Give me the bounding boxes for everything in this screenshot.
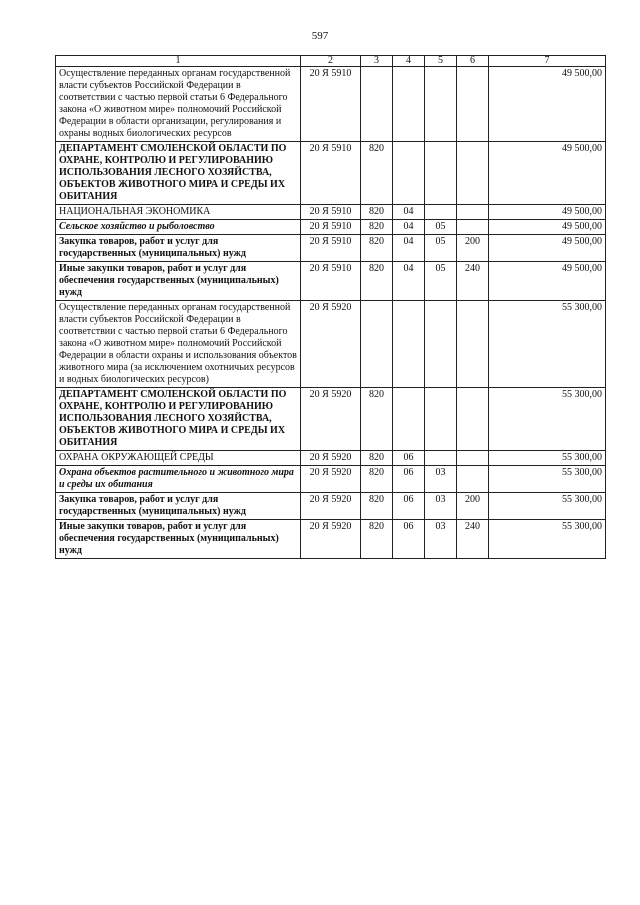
department-code-cell: 820 xyxy=(361,466,393,493)
target-article-cell: 20 Я 5920 xyxy=(301,301,361,388)
subsection-code-cell xyxy=(425,67,457,142)
page-number: 597 xyxy=(311,30,329,42)
amount-cell: 55 300,00 xyxy=(489,520,606,559)
row-name-cell: ДЕПАРТАМЕНТ СМОЛЕНСКОЙ ОБЛАСТИ ПО ОХРАНЕ, КОНТРОЛЮ И РЕГУЛИРОВАНИЮ ИСПОЛЬЗОВАНИЯ ЛЕСНОГО ХОЗЯЙСТВА, ОБЪЕКТОВ ЖИВОТНОГО МИРА И СРЕДЫ ИХ ОБИТАНИЯ xyxy=(56,142,301,205)
column-header: 6 xyxy=(457,56,489,67)
target-article-cell: 20 Я 5910 xyxy=(301,67,361,142)
department-code-cell: 820 xyxy=(361,220,393,235)
column-header: 7 xyxy=(489,56,606,67)
section-code-cell: 04 xyxy=(393,205,425,220)
target-article-cell: 20 Я 5920 xyxy=(301,466,361,493)
expense-type-cell xyxy=(457,388,489,451)
amount-cell: 55 300,00 xyxy=(489,493,606,520)
table-row xyxy=(56,235,606,262)
table-row xyxy=(56,493,606,520)
section-code-cell: 04 xyxy=(393,235,425,262)
section-code-cell: 06 xyxy=(393,451,425,466)
section-code-cell: 06 xyxy=(393,493,425,520)
department-code-cell xyxy=(361,301,393,388)
target-article-cell: 20 Я 5910 xyxy=(301,142,361,205)
expense-type-cell: 240 xyxy=(457,262,489,301)
subsection-code-cell xyxy=(425,205,457,220)
row-name-cell: Иные закупки товаров, работ и услуг для обеспечения государственных (муниципальных) нужд xyxy=(56,520,301,559)
column-header: 2 xyxy=(301,56,361,67)
target-article-cell: 20 Я 5920 xyxy=(301,451,361,466)
expense-type-cell xyxy=(457,220,489,235)
target-article-cell: 20 Я 5910 xyxy=(301,220,361,235)
department-code-cell: 820 xyxy=(361,262,393,301)
row-name-cell: Закупка товаров, работ и услуг для государственных (муниципальных) нужд xyxy=(56,235,301,262)
target-article-cell: 20 Я 5920 xyxy=(301,388,361,451)
department-code-cell: 820 xyxy=(361,388,393,451)
expense-type-cell xyxy=(457,451,489,466)
table-row xyxy=(56,466,606,493)
row-name-cell: Осуществление переданных органам государственной власти субъектов Российской Федерации в соответствии с частью первой статьи 6 Федерального закона «О животном мире» полномочий Российской Федерации в области организации, регулирования и охраны водных биологических ресурсов xyxy=(56,67,301,142)
expense-type-cell xyxy=(457,142,489,205)
section-code-cell xyxy=(393,67,425,142)
subsection-code-cell: 03 xyxy=(425,493,457,520)
amount-cell: 49 500,00 xyxy=(489,262,606,301)
expense-type-cell: 200 xyxy=(457,235,489,262)
amount-cell: 49 500,00 xyxy=(489,235,606,262)
row-name-cell: Сельское хозяйство и рыболовство xyxy=(56,220,301,235)
target-article-cell: 20 Я 5910 xyxy=(301,205,361,220)
target-article-cell: 20 Я 5910 xyxy=(301,235,361,262)
column-header: 3 xyxy=(361,56,393,67)
table-header-row xyxy=(56,56,606,67)
department-code-cell: 820 xyxy=(361,205,393,220)
subsection-code-cell: 03 xyxy=(425,520,457,559)
subsection-code-cell xyxy=(425,142,457,205)
subsection-code-cell: 05 xyxy=(425,220,457,235)
expense-type-cell xyxy=(457,301,489,388)
table-row xyxy=(56,220,606,235)
subsection-code-cell: 05 xyxy=(425,235,457,262)
budget-table xyxy=(55,55,606,559)
expense-type-cell xyxy=(457,466,489,493)
section-code-cell: 06 xyxy=(393,520,425,559)
table-body xyxy=(56,67,606,559)
department-code-cell: 820 xyxy=(361,451,393,466)
table-row xyxy=(56,205,606,220)
amount-cell: 55 300,00 xyxy=(489,451,606,466)
subsection-code-cell xyxy=(425,388,457,451)
column-header: 1 xyxy=(56,56,301,67)
department-code-cell: 820 xyxy=(361,520,393,559)
target-article-cell: 20 Я 5920 xyxy=(301,493,361,520)
expense-type-cell xyxy=(457,67,489,142)
amount-cell: 49 500,00 xyxy=(489,205,606,220)
subsection-code-cell xyxy=(425,301,457,388)
amount-cell: 49 500,00 xyxy=(489,142,606,205)
table-row xyxy=(56,301,606,388)
amount-cell: 55 300,00 xyxy=(489,301,606,388)
row-name-cell: Закупка товаров, работ и услуг для государственных (муниципальных) нужд xyxy=(56,493,301,520)
amount-cell: 49 500,00 xyxy=(489,220,606,235)
table-row xyxy=(56,262,606,301)
row-name-cell: Иные закупки товаров, работ и услуг для обеспечения государственных (муниципальных) нужд xyxy=(56,262,301,301)
subsection-code-cell: 03 xyxy=(425,466,457,493)
amount-cell: 55 300,00 xyxy=(489,466,606,493)
department-code-cell: 820 xyxy=(361,493,393,520)
subsection-code-cell: 05 xyxy=(425,262,457,301)
row-name-cell: Осуществление переданных органам государственной власти субъектов Российской Федерации в соответствии с частью первой статьи 6 Федерального закона «О животном мире» полномочий Российской Федерации в области охраны и использования объектов животного мира (за исключением охотничьих ресурсов и водных биологических ресурсов) xyxy=(56,301,301,388)
column-header: 5 xyxy=(425,56,457,67)
table-row xyxy=(56,451,606,466)
table-row xyxy=(56,142,606,205)
row-name-cell: Охрана объектов растительного и животного мира и среды их обитания xyxy=(56,466,301,493)
section-code-cell: 06 xyxy=(393,466,425,493)
section-code-cell: 04 xyxy=(393,220,425,235)
expense-type-cell: 200 xyxy=(457,493,489,520)
amount-cell: 55 300,00 xyxy=(489,388,606,451)
department-code-cell xyxy=(361,67,393,142)
row-name-cell: ОХРАНА ОКРУЖАЮЩЕЙ СРЕДЫ xyxy=(56,451,301,466)
section-code-cell: 04 xyxy=(393,262,425,301)
column-header: 4 xyxy=(393,56,425,67)
section-code-cell xyxy=(393,301,425,388)
row-name-cell: ДЕПАРТАМЕНТ СМОЛЕНСКОЙ ОБЛАСТИ ПО ОХРАНЕ, КОНТРОЛЮ И РЕГУЛИРОВАНИЮ ИСПОЛЬЗОВАНИЯ ЛЕСНОГО ХОЗЯЙСТВА, ОБЪЕКТОВ ЖИВОТНОГО МИРА И СРЕДЫ ИХ ОБИТАНИЯ xyxy=(56,388,301,451)
subsection-code-cell xyxy=(425,451,457,466)
expense-type-cell xyxy=(457,205,489,220)
table-row xyxy=(56,520,606,559)
table-row xyxy=(56,388,606,451)
department-code-cell: 820 xyxy=(361,142,393,205)
target-article-cell: 20 Я 5910 xyxy=(301,262,361,301)
section-code-cell xyxy=(393,388,425,451)
amount-cell: 49 500,00 xyxy=(489,67,606,142)
row-name-cell: НАЦИОНАЛЬНАЯ ЭКОНОМИКА xyxy=(56,205,301,220)
expense-type-cell: 240 xyxy=(457,520,489,559)
department-code-cell: 820 xyxy=(361,235,393,262)
target-article-cell: 20 Я 5920 xyxy=(301,520,361,559)
section-code-cell xyxy=(393,142,425,205)
table-row xyxy=(56,67,606,142)
